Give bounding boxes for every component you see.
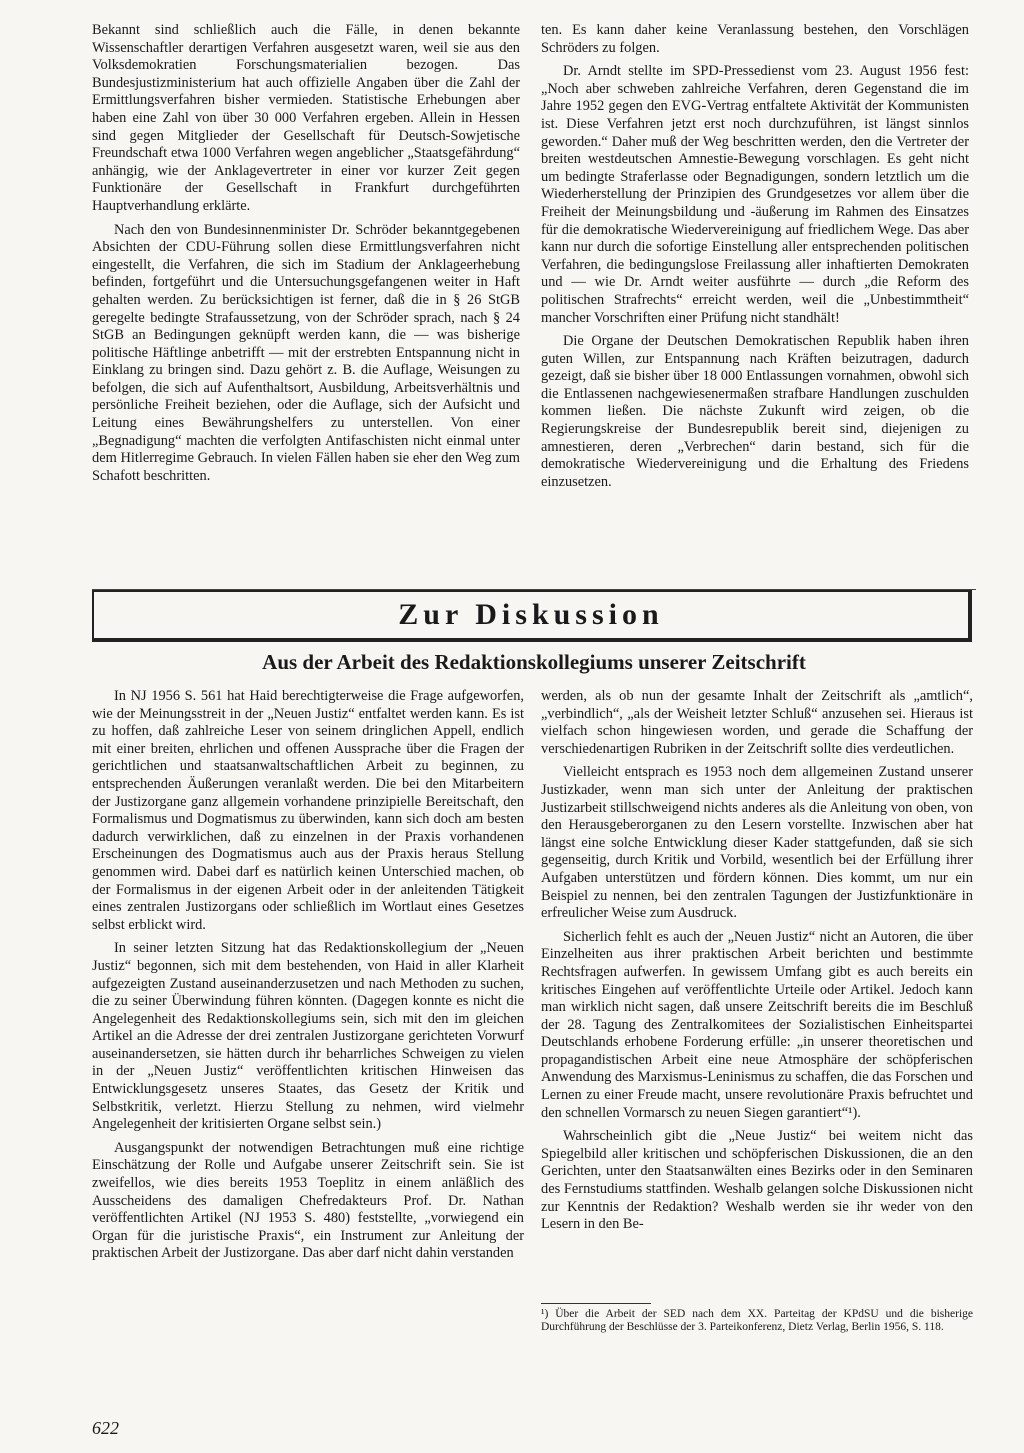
page-number: 622 [92, 1418, 119, 1438]
section-banner [92, 590, 972, 642]
paragraph: Wahrscheinlich gibt die „Neue Justiz“ bei weitem nicht das Spiegelbild aller kritischen und schöpferischen Diskussionen, die an den Gerichten, unter den Staatsanwälten eines Bezirks oder in den Seminaren des Fernstudiums stattfinden. Weshalb gelangen solche Diskussionen nicht zur Kenntnis der Redaktion? Weshalb werden sie ihr weder von den Lesern in den Be- [541, 1128, 973, 1233]
paragraph: Sicherlich fehlt es auch der „Neuen Justiz“ nicht an Autoren, die über Einzelheiten aus ihrer praktischen Arbeit berichten und bestimmte Rechtsfragen aufwerfen. In gewissem Umfang gibt es auch bereits ein kritisches Eingehen auf veröffentlichte Urteile oder Artikel. Jedoch kann man wirklich nicht sagen, daß unsere Zeitschrift bereits die im Beschluß der 28. Tagung des Zentralkomitees der Sozialistischen Einheitspartei Deutschlands erhobene Forderung erfülle: „in unserer theoretischen und propagandistischen Arbeit eine neue Atmosphäre der schöpferischen Anwendung des Marxismus-Leninismus zu schaffen, die das Forschen und Lernen zu einer Freude macht, unsere revolutionäre Praxis befruchtet und den schnellen Vormarsch zu neuen Siegen garantiert“¹). [541, 928, 973, 1121]
top-right-column [541, 22, 969, 497]
bottom-left-column [92, 688, 524, 1269]
paragraph: werden, als ob nun der gesamte Inhalt der Zeitschrift als „amtlich“, „verbindlich“, „als der Weisheit letzter Schluß“ anzusehen sei. Hieraus ist vielfach schon hingewiesen worden, und gerade die Schaffung der verschiedenartigen Rubriken in der Zeitschrift sollte dies verdeutlichen. [541, 688, 973, 757]
paragraph: Ausgangspunkt der notwendigen Betrachtungen muß eine richtige Einschätzung der Rolle und Aufgabe unserer Zeitschrift sein. Sie ist zweifellos, wie dies bereits 1953 Toeplitz in einem anläßlich des Ausscheidens des damaligen Chefredakteurs Prof. Dr. Nathan veröffentlichten Artikel (NJ 1953 S. 480) feststellte, „vorwiegend ein Organ für die juristische Praxis“, ein Instrument zur Anleitung der praktischen Arbeit der Justizorgane. Das aber darf nicht dahin verstanden [92, 1139, 524, 1262]
paragraph: Vielleicht entsprach es 1953 noch dem allgemeinen Zustand unserer Justizkader, wenn man sich unter der Anleitung der praktischen Justizarbeit stillschweigend nichts anderes als die Anleitung von oben, von den Herausgeberorganen zu den Lesern vorstellte. Inzwischen aber hat längst eine solche Entwicklung dieser Kader stattgefunden, daß sie sich gegenseitig, durch Kritik und Vorbild, wesentlich bei der Erfüllung ihrer Aufgaben unterstützen und fördern können. Dies kommt, um nur ein Beispiel zu nennen, bei den zentralen Tagungen der Justizfunktionäre in erfreulicher Weise zum Ausdruck. [541, 764, 973, 922]
bottom-right-column [541, 688, 973, 1240]
footnote: ¹) Über die Arbeit der SED nach dem XX. Parteitag der KPdSU und die bisherige Durchführung der Beschlüsse der 3. Parteikonferenz, Dietz Verlag, Berlin 1956, S. 118. [541, 1308, 973, 1333]
article-title: Aus der Arbeit des Redaktionskollegiums unserer Zeitschrift [262, 650, 806, 674]
paragraph: Die Organe der Deutschen Demokratischen Republik haben ihren guten Willen, zur Entspannung nach Kräften beizutragen, dadurch gezeigt, daß sie bisher über 18 000 Entlassungen vornahmen, obwohl sich die Entlassenen nachgewiesenermaßen strafbare Handlungen zuschulden kommen ließen. Die nächste Zukunft wird zeigen, ob die Regierungskreise der Bundesrepublik bereit sind, diejenigen zu amnestieren, deren „Verbrechen“ darin bestand, sich für die demokratische Wiedervereinigung und die Erhaltung des Friedens einzusetzen. [541, 333, 969, 490]
section-banner-title: Zur Diskussion [398, 598, 664, 631]
paragraph: Nach den von Bundesinnenminister Dr. Schröder bekanntgegebenen Absichten der CDU-Führung sollen diese Ermittlungsverfahren nicht eingestellt, die Verfahren, die sich im Stadium der Anklageerhebung befinden, fortgeführt und die Untersuchungsgefangenen weiter in Haft gehalten werden. Zu berücksichtigen ist ferner, daß die in § 26 StGB geregelte bedingte Strafaussetzung, von der Schröder sprach, nach § 24 StGB an Bedingungen geknüpft werden kann, die — was bisherige politische Häftlinge anbetrifft — mit der erstrebten Entspannung nicht in Einklang zu bringen sind. Dazu gehört z. B. die Auflage, Weisungen zu befolgen, die sich auf Aufenthaltsort, Ausbildung, Arbeitsverhältnis und persönliche Freiheit beziehen, oder die Auflage, sich der Aufsicht und Leitung eines Bewährungshelfers zu unterstellen. Von einer „Begnadigung“ machten die verfolgten Antifaschisten nicht einmal unter dem Hitlerregime Gebrauch. In vielen Fällen haben sie eher den Weg zum Schafott beschritten. [92, 221, 520, 484]
paragraph: Dr. Arndt stellte im SPD-Pressedienst vom 23. August 1956 fest: „Noch aber schweben zahlreiche Verfahren, deren Gegenstand die im Jahre 1952 gegen den EVG-Vertrag entfaltete Aktivität der Kommunisten ist. Diese Verfahren jetzt erst noch durchzuführen, ist längst sinnlos geworden.“ Daher muß der Weg beschritten werden, den die Vertreter der breiten westdeutschen Amnestie-Bewegung vorschlagen. Es geht nicht um bedingte Straferlasse oder Begnadigungen, sondern letztlich um die Wiederherstellung der Prinzipien des Grundgesetzes vor allem über die Freiheit der Meinungsbildung und -äußerung im Rahmen des Einsatzes für die demokratische Wiedervereinigung auf friedlichem Wege. Das aber kann nur durch die sofortige Einstellung aller entsprechenden politischen Verfahren, die bedingungslose Freilassung aller inhaftierten Demokraten und — wie Dr. Arndt weiter ausführte — durch „die Reform des politischen Strafrechts“ erreicht werden, weil die „Unbestimmtheit“ mancher Vorschriften einer Prüfung nicht standhält! [541, 63, 969, 326]
paragraph: In seiner letzten Sitzung hat das Redaktionskollegium der „Neuen Justiz“ begonnen, sich mit dem bestehenden, von Haid in aller Klarheit aufgezeigten Zustand auseinanderzusetzen und nach Methoden zu suchen, die zu seiner Überwindung führen könnten. (Dagegen konnte es nicht die Angelegenheit des Redaktionskollegiums sein, sich mit den im gleichen Artikel an die Adresse der drei zentralen Justizorgane gerichteten Vorwurf auseinandersetzen, sie hätten durch ihr beharrliches Schweigen zu vielen in der „Neuen Justiz“ veröffentlichten kritischen Hinweisen das Entwicklungsgesetz unseres Staates, das Gesetz der Kritik und Selbstkritik, verletzt. Hierzu Stellung zu nehmen, wird vielmehr Angelegenheit der kritisierten Organe selbst sein.) [92, 940, 524, 1133]
paragraph: ten. Es kann daher keine Veranlassung bestehen, den Vorschlägen Schröders zu folgen. [541, 22, 969, 56]
footnote-divider [541, 1303, 651, 1304]
paragraph: In NJ 1956 S. 561 hat Haid berechtigterweise die Frage aufgeworfen, wie der Meinungsstreit in der „Neuen Justiz“ entfaltet werden kann. Es ist zu hoffen, daß zahlreiche Leser von seinem dringlichen Appell, endlich mit einer breiten, ehrlichen und offenen Aussprache über die Fragen der gerichtlichen und staatsanwaltschaftlichen Arbeit zu beginnen, zu entsprechenden Äußerungen veranlaßt werden. Die bei den Mitarbeitern der Justizorgane ganz allgemein vorhandene prinzipielle Bereitschaft, den Formalismus und Dogmatismus zu überwinden, kann sich doch am besten dadurch verwirklichen, daß zu einzelnen in der Praxis vorhandenen Erscheinungen des Dogmatismus auch aus der Praxis heraus Stellung genommen wird. Dabei darf es natürlich keinen Unterschied machen, ob der Formalismus in der eigenen Arbeit oder in der anleitenden Tätigkeit eines zentralen Justizorgans oder schließlich im Wortlaut eines Gesetzes selbst erblickt wird. [92, 688, 524, 933]
paragraph: Bekannt sind schließlich auch die Fälle, in denen bekannte Wissenschaftler derartigen Verfahren ausgesetzt waren, weil sie aus den Volksdemokratien Forschungsmaterialien bezogen. Das Bundesjustizministerium hat auch offizielle Angaben über die Zahl der Ermittlungsverfahren bisher vermieden. Statistische Erhebungen aber haben eine Zahl von über 30 000 Verfahren ergeben. Allein in Hessen sind gegen Mitglieder der Gesellschaft für Deutsch-Sowjetische Freundschaft etwa 1000 Verfahren wegen angeblicher „Staatsgefährdung“ anhängig, wie der Anklagevertreter in einer vor kurzer Zeit gegen Funktionäre der Gesellschaft in Frankfurt durchgeführten Hauptverhandlung erklärte. [92, 22, 520, 214]
top-left-column [92, 22, 520, 491]
